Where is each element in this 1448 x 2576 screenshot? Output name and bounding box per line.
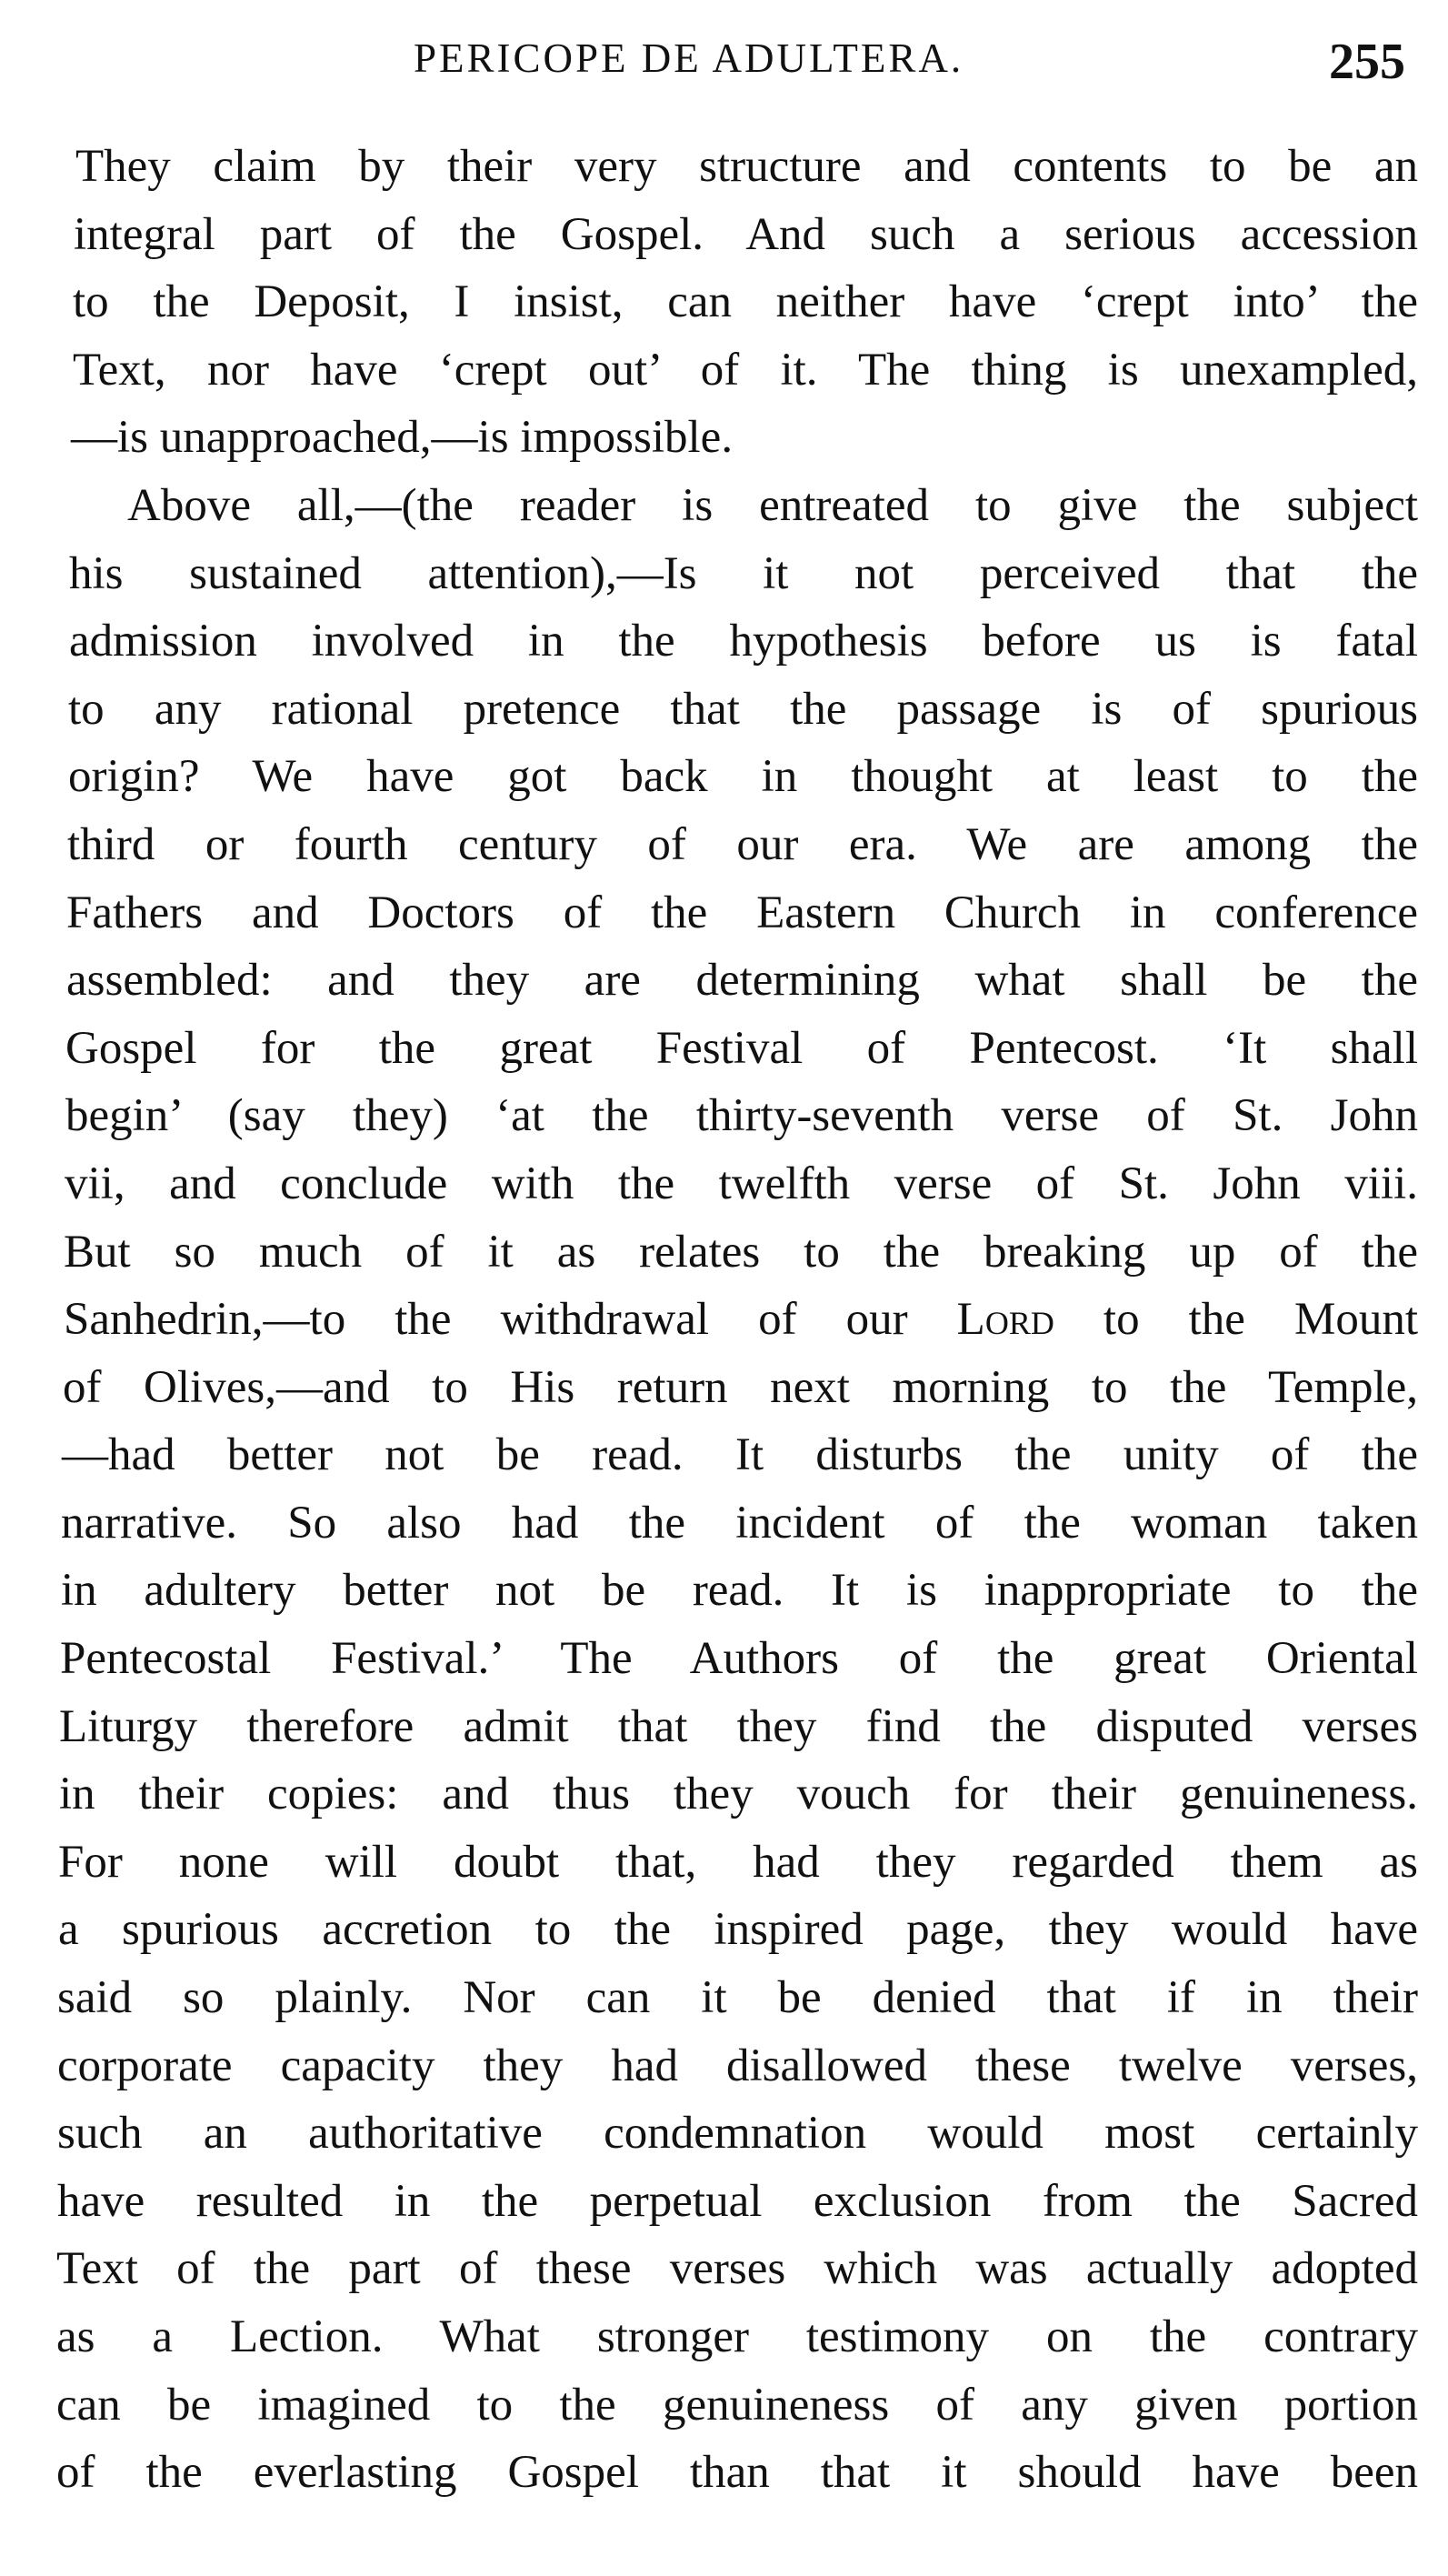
text-line-13: assembled: and they are determining what shall be the (66, 955, 1418, 1007)
running-head (0, 31, 1448, 90)
text-line-5: —is unapproached,—is impossible. (71, 412, 734, 464)
text-line-25: in their copies: and thus they vouch for their genuineness. (59, 1769, 1418, 1820)
text-line-27: a spurious accretion to the inspired page, they would have (58, 1904, 1418, 1956)
text-line-15: begin’ (say they) ‘at the thirty-seventh verse of St. John (65, 1090, 1418, 1142)
text-line-22: in adultery better not be read. It is inappropriate to the (61, 1565, 1418, 1617)
lord-small-caps: Lord (956, 1294, 1054, 1346)
text-line-32: Text of the part of these verses which was actually adopted (56, 2243, 1418, 2295)
body-text (0, 133, 1448, 2507)
text-line-8: admission involved in the hypothesis before us is fatal (69, 616, 1418, 667)
text-line-14: Gospel for the great Festival of Pentecost. ‘It shall (65, 1022, 1418, 1074)
text-line-3: to the Deposit, I insist, can neither have ‘crept into’ the (73, 276, 1418, 328)
text-line-9: to any rational pretence that the passage is of spurious (68, 683, 1418, 735)
text-line-18 (0, 1286, 1448, 1354)
text-line-7: his sustained attention),—Is it not perceived that the (69, 547, 1418, 599)
text-line-10: origin? We have got back in thought at least to the (68, 751, 1418, 803)
text-line-29: corporate capacity they had disallowed these twelve verses, (57, 2040, 1418, 2091)
text-line-24: Liturgy therefore admit that they find the disputed verses (59, 1700, 1418, 1752)
text-line-20: —had better not be read. It disturbs the unity of the (62, 1429, 1418, 1481)
text-line-31: have resulted in the perpetual exclusion from the Sacred (57, 2175, 1418, 2227)
text-line-4: Text, nor have ‘crept out’ of it. The thing is unexampled, (73, 344, 1418, 396)
text-line-6: Above all,—(the reader is entreated to give the subject (127, 479, 1418, 531)
page-number: 255 (1329, 34, 1405, 90)
text-line-34: can be imagined to the genuineness of any given portion (56, 2379, 1418, 2431)
line-18-part-2: to the Mount (1054, 1294, 1418, 1346)
text-line-35: of the everlasting Gospel than that it should have been (56, 2447, 1418, 2499)
text-line-28: said so plainly. Nor can it be denied that if in their (57, 1972, 1418, 2024)
text-line-2: integral part of the Gospel. And such a serious accession (74, 208, 1418, 260)
text-line-33: as a Lection. What stronger testimony on the contrary (56, 2311, 1418, 2362)
running-title: PERICOPE DE ADULTERA. (414, 35, 964, 81)
text-line-30: such an authoritative condemnation would most certainly (57, 2108, 1418, 2160)
text-line-21: narrative. So also had the incident of the woman taken (61, 1497, 1418, 1549)
text-line-1: They claim by their very structure and contents to be an (75, 141, 1418, 192)
text-line-19: of Olives,—and to His return next morning to the Temple, (63, 1361, 1418, 1413)
text-line-16: vii, and conclude with the twelfth verse of St. John viii. (65, 1158, 1418, 1209)
text-line-12: Fathers and Doctors of the Eastern Church in conference (66, 887, 1418, 938)
text-line-11: third or fourth century of our era. We are among the (67, 818, 1418, 870)
text-line-26: For none will doubt that, had they regarded them as (58, 1836, 1418, 1888)
line-18-part-1: Sanhedrin,—to the withdrawal of our (64, 1294, 957, 1346)
text-line-17: But so much of it as relates to the breaking up of the (64, 1226, 1418, 1278)
text-line-23: Pentecostal Festival.’ The Authors of the great Oriental (60, 1633, 1418, 1685)
